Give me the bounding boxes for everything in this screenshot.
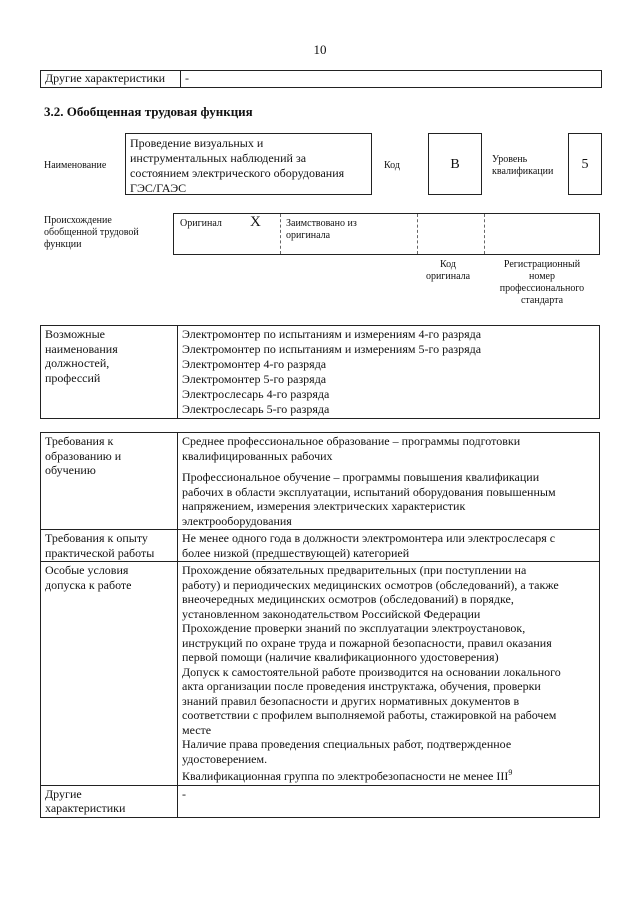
positions-table [40, 325, 600, 419]
requirements-table [40, 432, 600, 818]
origin-label [44, 215, 139, 251]
name-label: Наименование [44, 160, 107, 171]
label-line: наименования [45, 341, 118, 356]
text-line: квалифицированных рабочих [182, 448, 333, 463]
borrowed-line: Заимствовано из [286, 218, 357, 229]
other-characteristics-label: Другие характеристики [41, 71, 181, 88]
text-line: акта организации после проведения инструктажа, обучения, проверки [182, 679, 541, 693]
label-line: должностей, [45, 356, 110, 370]
special-conditions-label [41, 562, 178, 786]
borrowed-line: оригинала [286, 230, 331, 241]
original-mark: X [250, 214, 261, 230]
function-name-box [125, 133, 372, 195]
text-line: удостоверением. [182, 751, 268, 766]
label-line: характеристики [45, 801, 126, 815]
text-line: работу) и периодических медицинских осмотров (обследований), а также [182, 577, 559, 592]
caption-line: оригинала [425, 271, 471, 282]
position-item: Электромонтер по испытаниям и измерениям 5-го разряда [182, 342, 482, 356]
section-title: 3.2. Обобщенная трудовая функция [44, 104, 253, 119]
text-line: Наличие права проведения специальных работ, подтвержденное [182, 737, 512, 751]
text-line: более низкой (предшествующей) категорией [182, 545, 410, 560]
text-line: Допуск к самостоятельной работе производится на основании локального [182, 664, 561, 679]
label-line: допуска к работе [45, 577, 132, 592]
label-line: практической работы [45, 545, 155, 560]
function-name-line: инструментальных наблюдений за [130, 151, 307, 165]
label-line: Другие [45, 786, 82, 801]
text-span: Квалификационная группа по электробезопасности не менее III [182, 769, 509, 783]
text-line: установленном законодательством Российской Федерации [182, 606, 481, 621]
position-item: Электромонтер 4-го разряда [182, 357, 327, 371]
caption-line: профессионального [499, 283, 585, 294]
text-line: знаний правил безопасности и других нормативных документов в [182, 693, 520, 708]
code-value: В [428, 133, 482, 195]
original-label: Оригинал [180, 218, 222, 229]
borrowed-label [286, 218, 357, 242]
text-line: рабочих в области эксплуатации, испытаний оборудования повышенным [182, 484, 556, 499]
level-value: 5 [568, 133, 602, 195]
level-label [492, 154, 553, 178]
text-line: Прохождение обязательных предварительных (при поступлении на [182, 563, 527, 577]
level-label-line: квалификации [492, 166, 554, 177]
reg-number-caption [494, 259, 590, 307]
caption-line: Код [440, 259, 456, 270]
code-label: Код [384, 160, 400, 171]
text-line: соответствии с профилем выполняемой работы, стажировкой на рабочем [182, 708, 557, 722]
origin-label-line: обобщенной трудовой [44, 227, 139, 238]
other-characteristics-value: - [181, 71, 602, 88]
education-label [41, 433, 178, 530]
text-line: Прохождение проверки знаний по эксплуатации электроустановок, [182, 621, 526, 635]
positions-label [41, 326, 178, 419]
caption-line: Регистрационный [503, 259, 581, 270]
label-line: профессий [45, 370, 101, 385]
text-line: инструкций по охране труда и пожарной безопасности, правил оказания [182, 635, 552, 650]
text-line: Не менее одного года в должности электромонтера или электрослесаря с [182, 531, 556, 545]
text-line [182, 766, 595, 784]
function-name-line: Проведение визуальных и [130, 136, 264, 150]
caption-line: номер [529, 271, 555, 282]
position-item: Электромонтер 5-го разряда [182, 372, 327, 386]
text-line: электрооборудования [182, 513, 292, 528]
text-line: первой помощи (наличие квалификационного удостоверения) [182, 650, 499, 664]
text-line: Среднее профессиональное образование – программы подготовки [182, 434, 521, 448]
label-line: Возможные [45, 327, 105, 341]
other-label [41, 785, 178, 817]
position-item: Электромонтер по испытаниям и измерениям 4-го разряда [182, 327, 482, 341]
origin-label-line: функции [44, 239, 82, 250]
label-line: Требования к опыту [45, 531, 148, 545]
position-item: Электрослесарь 4-го разряда [182, 387, 330, 401]
other-value: - [178, 785, 600, 817]
origin-label-line: Происхождение [44, 215, 112, 226]
function-name-line: состоянием электрического оборудования [130, 166, 345, 180]
other-characteristics-table [40, 70, 602, 88]
function-name-line: ГЭС/ГАЭС [130, 181, 187, 195]
position-item: Электрослесарь 5-го разряда [182, 402, 330, 416]
page-number: 10 [313, 42, 327, 57]
experience-label [41, 530, 178, 562]
text-line: внеочередных медицинских осмотров (обследований) в порядке, [182, 592, 514, 606]
code-original-caption [418, 259, 478, 283]
positions-list [178, 326, 600, 419]
origin-box [173, 213, 600, 255]
label-line: Требования к [45, 434, 114, 448]
footnote-ref: 9 [508, 768, 513, 777]
text-line: месте [182, 722, 212, 737]
level-label-line: Уровень [492, 154, 528, 165]
caption-line: стандарта [520, 295, 564, 306]
label-line: обучению [45, 463, 96, 477]
label-line: Особые условия [45, 563, 129, 577]
special-conditions-value [178, 562, 600, 786]
text-line: Профессиональное обучение – программы повышения квалификации [182, 470, 540, 484]
text-line: напряжением, измерения электрических характеристик [182, 499, 466, 513]
experience-value [178, 530, 600, 562]
education-value [178, 433, 600, 530]
label-line: образованию и [45, 448, 122, 463]
